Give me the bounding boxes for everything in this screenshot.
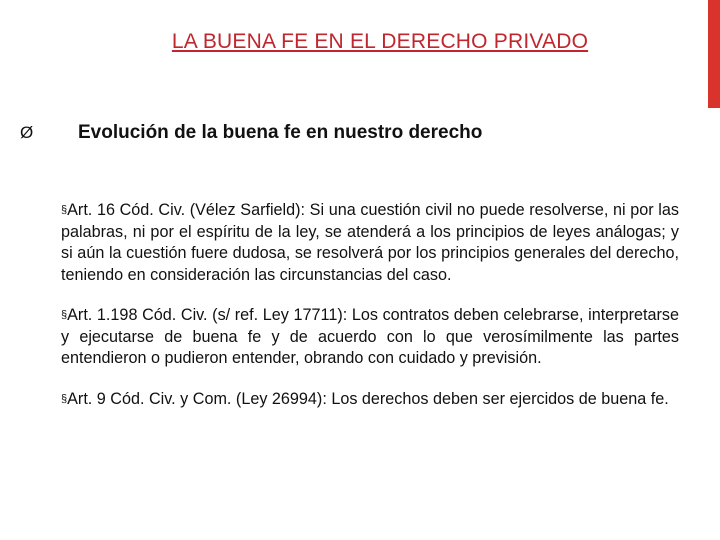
square-bullet-icon: § [61,204,68,216]
accent-bar [708,0,720,108]
article-text: Art. 1.198 Cód. Civ. (s/ ref. Ley 17711): Los contratos deben celebrarse, interpretarse y ejecutarse de buena fe y de acuerdo con lo que verosímilmente las partes entendieron o pudieron entender, obrando con cuidado y previsión. [61,306,679,367]
article-paragraph [61,389,679,411]
article-list [61,200,679,429]
section-heading [20,122,482,144]
slide-title: LA BUENA FE EN EL DERECHO PRIVADO [171,30,589,53]
article-paragraph [61,200,679,286]
article-paragraph [61,305,679,370]
arrow-bullet-icon: Ø [20,123,34,142]
article-text: Art. 16 Cód. Civ. (Vélez Sarfield): Si una cuestión civil no puede resolverse, ni por las palabras, ni por el espíritu de la ley, se atenderá a los principios de leyes análogas; y si aún la cuestión fuere dudosa, se resolverá por los principios generales del derecho, teniendo en consideración las circunstancias del caso. [61,201,679,284]
square-bullet-icon: § [61,309,68,321]
square-bullet-icon: § [61,392,68,405]
article-text: Art. 9 Cód. Civ. y Com. (Ley 26994): Los derechos deben ser ejercidos de buena fe. [67,389,669,408]
section-heading-text: Evolución de la buena fe en nuestro derecho [78,122,483,143]
